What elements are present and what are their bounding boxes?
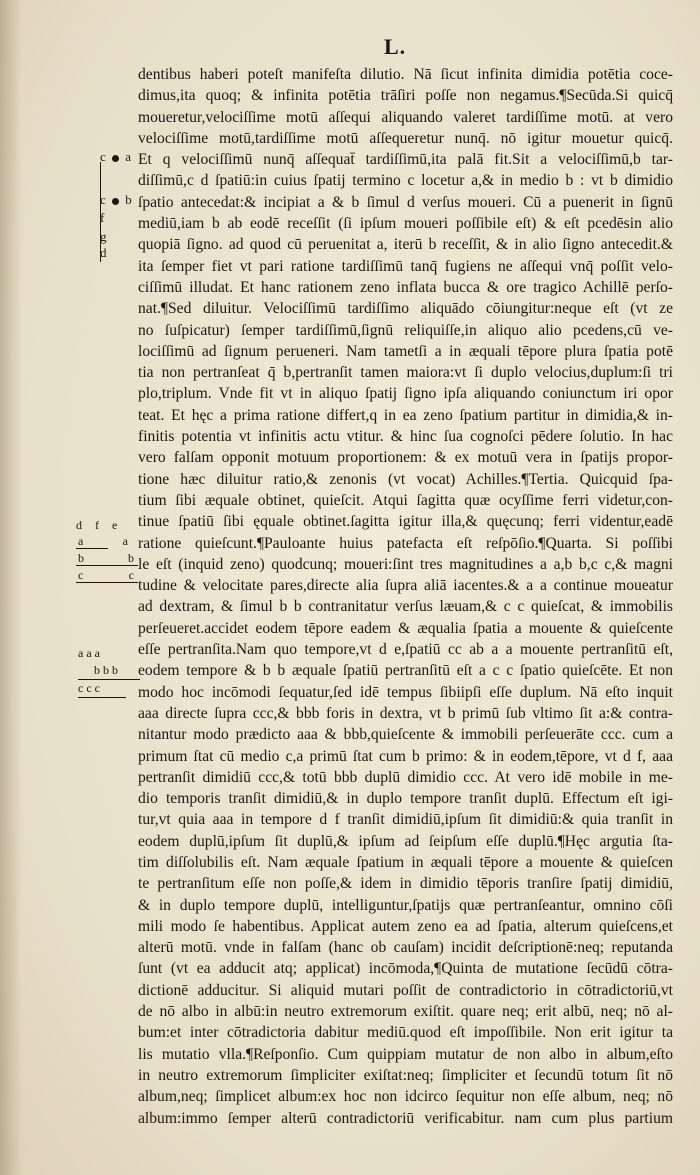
page-gutter-shadow [0,0,22,1175]
text-line: velociſſime motū,tardiſſime motū aſſequeretur nunq̄. nō igitur mouetur quicq̄. [138,129,673,147]
margin-letter: a [125,149,132,164]
margin-diagram-aaa-bbb-ccc [78,645,140,698]
text-line: teat. Et hęc a prima ratione differt,q in ea zeno ſpatium partitur in dimidia,& in- [138,406,673,424]
text-line: bum:et inter cōtradictoria dabitur mediū.quod eſt impoſſibile. Non erit igitur ta [138,1024,673,1042]
text-line: ita ſemper fiet vt pari ratione tardiſſimū tanq̄ fugiens ne aſſequi vnq̄ poſſit velo- [138,257,673,275]
text-line: diſſimū,c d ſpatiū:in cuius ſpatij termino c locetur a,& in medio b : vt b dimidio [138,172,673,190]
text-line: perſeueret.accidet eodem tēpore eadem & æqualia ſpatia a mouente & quieſcente [138,619,673,637]
text-line: eodem duplū,ipſum ſit duplū,& ipſum ad ſeipſum eſſe duplū.¶Hęc argutia ſta- [138,832,673,850]
diagram-row-aaa: a a a [78,646,100,660]
text-line: tim diſſolubilis eſt. Nam æquale ſpatium in æquali tēpore a mouente & quieſcen [138,853,673,871]
text-line: nat.¶Sed diluitur. Velociſſimū tardiſſimo aliquādo cōiungitur:neque eſt (vt ze [138,300,673,318]
margin-letter: c [100,192,106,207]
margin-note-c-a [100,149,131,165]
text-line: lis mutatio vlla.¶Reſponſio. Cum quippiam mutatur de non albo in album,eſto [138,1045,673,1063]
text-line: album,neq; ſimplicet album:ex hoc non idcirco ſequitur non eſſe album, neq; nō [138,1088,673,1106]
text-line: & in duplo tempore duplū, intelliguntur,ſpatijs quæ pertranſeantur, omnino cōſi [138,896,673,914]
text-line: eodem tempore & b b æquale ſpatiū pertranſitū eſt a c c ſpatio quieſcēte. Et non [138,662,673,680]
point-marker-icon [112,198,119,205]
text-line: dimus,ita quoq; & infinita potētia trāſiri poſſe non negamus.¶Secūda.Si quicq̄ [138,87,673,105]
text-line: mediū,iam b ab eodē receſſit (ſi ipſum moueri poſſibile eſt) & eſt pcedēsin alio [138,215,673,233]
diagram-bar [76,548,108,549]
diagram-row-a [76,533,138,550]
text-line: ſpatio antecedat:& incipiat a & b ſimul d verſus moueri. Cū a puenerit in ſignū [138,193,673,211]
text-line: no ſuſpicatur) ſemper tardiſſimū,ſignū reliquiſſe,in aliquo alio pcedens,cū ve- [138,321,673,339]
margin-note-c-b [100,192,132,208]
diagram-row-b [76,550,138,567]
diagram-row-label: c [78,568,84,582]
text-line: quopiā ſigno. ad quod cū peruenitat a, iterū b receſſit, & in alio ſigno antecedit.& [138,236,673,254]
text-line: lociſſimū ad ſignum perueneri. Nam tametſi a in æquali tēpore plura ſpatia potē [138,342,673,360]
diagram-bar [76,582,138,583]
text-line: moueretur,velociſſime motū aſſequi aliquando valeret tardiſſime motū. at vero [138,108,673,126]
text-line: vero falſam opponit motuum proportionem: & ex motuū vera in ſpatijs propor- [138,449,673,467]
text-line: tudine & velocitate pares,directe alia ſupra aliā iacentes.& a a continue moueatur [138,577,673,595]
text-line: plo,triplum. Vnde fit vt in aliquo ſpatij ſigno ipſa aliquando coniunctum iri opor [138,385,673,403]
text-line: nitantur modo prædicto aaa & bbb,quieſcente & immobili perſeuerāte ccc. cum a [138,726,673,744]
text-line: alterū motū. vnde in falſam (hanc ob cauſam) incidit deſcriptionē:neq; reputanda [138,939,673,957]
margin-line-cd [100,162,101,262]
diagram-row-c [76,567,138,584]
point-marker-icon [112,155,119,162]
text-line: modo hoc incōmodi ſequatur,ſed idē tempus ſibiipſi eſſe duplum. Nā eſto inquit [138,683,673,701]
diagram-row-label: b [78,551,84,565]
text-line: album:immo ſemper alterū contradictoriū verificabitur. nam cum plus partium [138,1109,673,1127]
text-line: dio temporis tranſit dimidiū,& in duplo tempore tranſit duplū. Effectum eſt igi- [138,790,673,808]
diagram-row-label: a [122,534,128,548]
text-line: in neutro extremorum ſimpliciter exiſtat:neq; ſimpliciter et ſecundū totum ſit nō [138,1066,673,1084]
diagram-row-ccc: c c c [78,680,126,698]
text-line: ſunt (vt ea adducit atq; applicat) incōmoda,¶Quinta de mutatione ſecūdū cōtra- [138,960,673,978]
diagram-row-label: a [78,534,84,548]
margin-letter: b [125,192,132,207]
folio-number: L. [384,34,407,59]
diagram-header: d f e [76,518,118,532]
main-text-block [138,64,673,1129]
text-line: tia non pertranſeat q̄ b,pertranſit tamen maiora:vt ſi duplo velocius,duplum:ſi tri [138,364,673,382]
margin-letter: c [100,149,106,164]
text-line: mili modo ſe habentibus. Applicat autem zeno ea ad ſpatia, alterum quieſcens,et [138,917,673,935]
text-line: eſſe pertranſita.Nam quo tempore,vt d e,ſpatiū cc ab a a mouente pertranſitū eſt, [138,641,673,659]
diagram-row-label: c [128,568,134,582]
text-line: aaa directe ſupra ccc,& bbb foris in dextra, vt b primū ſub vltimo ſit a:& contra- [138,704,673,722]
diagram-row-label: b [128,551,134,565]
text-line: te pertranſitum eſſe non poſſe,& idem in dimidio tēporis tranſire ſpatij dimidiū, [138,875,673,893]
text-line: dentibus haberi poteſt manifeſta dilutio. Nā ſicut infinita dimidia potētia coce- [138,66,673,83]
text-line: tinue ſpatiū ſibi ęquale obtinet.ſagitta igitur illa,& quęcunq; ferri videntur,eadē [138,513,673,531]
text-line: Et q velociſſimū nunq̄ aſſequat̄ tardiſſimū,ita palā fit.Sit a velociſſimū,b tar- [138,151,673,169]
text-line: le eſt (inquid zeno) quodcunq; moueri:ſint tres magnitudines a a,b b,c c,& magni [138,555,673,573]
diagram-bar [76,565,138,566]
text-line: finitis potentia vt infinitis actu vtitur. & hinc ſua cognoſci pēdere ſolutio. In hac [138,428,673,446]
text-line: de nō albo in albū:in neutro extremorum exiſtit. quare neq; erit albū, neq; nō al- [138,1003,673,1021]
margin-letter: g [100,229,107,244]
diagram-row-bbb: b b b [78,662,140,680]
text-line: tium ſibi æquale obtinet, quieſcit. Atqui ſagitta quæ ocyſſime ferri videtur,con- [138,491,673,509]
text-line: tione hæc diluitur ratio,& zenonis (vt vocat) Achilles.¶Tertia. Quicquid ſpa- [138,470,673,488]
text-line: primum ſtat cū medio c,a primū ſtat cum b primo: & in eodem,tēpore, vt d f, aaa [138,747,673,765]
margin-letter: f [100,210,105,225]
text-line: ad dextram, & ſimul b b contranitatur verſus læuam,& c c quieſcat, & immobilis [138,598,673,616]
text-line: pertranſit dimidiū ccc,& totū bbb duplū dimidio ccc. At vero idē mobile in me- [138,768,673,786]
margin-diagram-abc [76,517,138,584]
text-line: ratione quieſcunt.¶Pauloante huius patefacta eſt reſpōſio.¶Quarta. Si poſſibi [138,534,673,552]
margin-letter: d [100,245,107,260]
text-line: tur,vt quia aaa in tempore d f tranſit dimidiū,ipſum ſit dimidiū:& quia tranſit in [138,811,673,829]
text-line: ciſſimū illudat. Et hanc rationem zeno inflata bucca & ore tragico Achillē perſo- [138,278,673,296]
text-line: dictionē adducitur. Si aliquid mutari poſſit de contradictorio in cōtradictoriū,vt [138,981,673,999]
